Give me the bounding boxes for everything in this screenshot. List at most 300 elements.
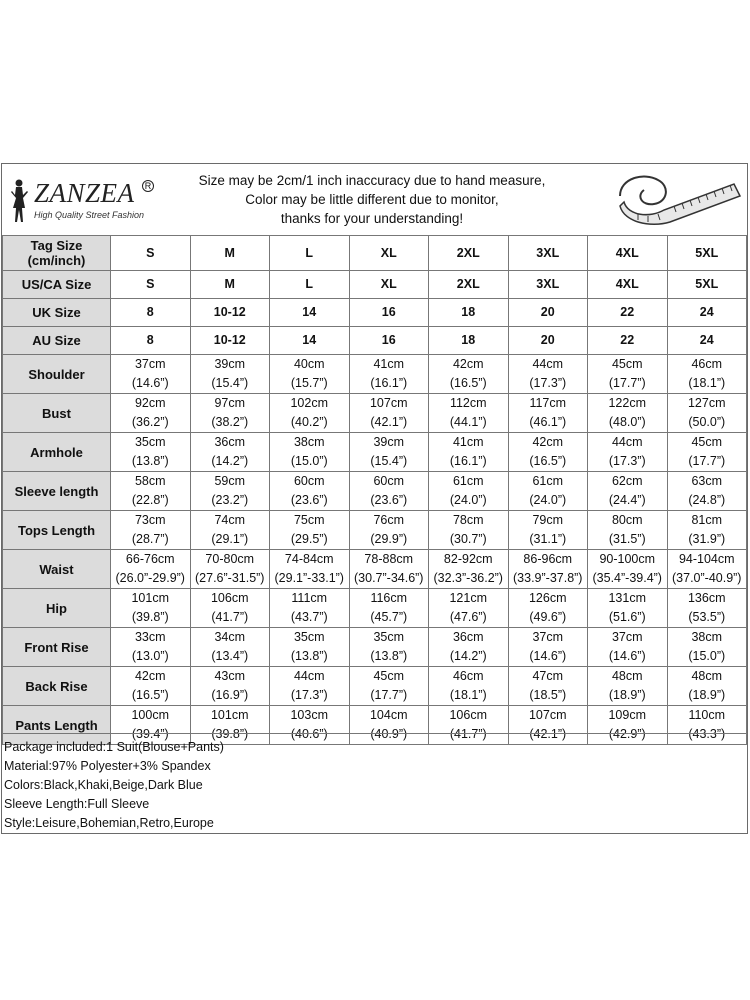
inch-value: (23.6”) [370,493,408,507]
inch-value: (41.7”) [449,727,487,741]
row-label: Bust [3,394,111,433]
size-cell: 8 [111,327,191,355]
size-cell: 4XL [588,236,668,271]
measure-row [3,394,747,433]
measure-cell [429,589,509,628]
cm-value: 45cm [611,357,643,371]
row-label: Back Rise [3,667,111,706]
measure-cell [111,472,191,511]
cm-value: 127cm [687,396,726,410]
cm-value: 33cm [134,630,166,644]
cm-value: 82-92cm [443,552,493,566]
row-label: Tops Length [3,511,111,550]
size-row [3,299,747,327]
measure-cell [508,550,588,589]
measure-cell [270,511,350,550]
cm-value: 112cm [449,396,487,410]
measure-cell [667,355,747,394]
measure-cell [190,589,270,628]
cm-value: 107cm [528,708,567,722]
inch-value: (23.2”) [211,493,249,507]
size-cell: 14 [270,299,350,327]
cm-value: 48cm [691,669,723,683]
cm-value: 58cm [134,474,166,488]
inch-value: (43.7”) [290,610,328,624]
measure-cell [588,394,668,433]
cm-value: 106cm [449,708,488,722]
cm-value: 101cm [210,708,249,722]
cm-value: 70-80cm [205,552,255,566]
inch-value: (13.8”) [131,454,169,468]
measure-cell [190,628,270,667]
size-cell: 18 [429,299,509,327]
inch-value: (15.0”) [688,649,726,663]
cm-value: 39cm [214,357,246,371]
size-cell: XL [349,271,429,299]
measure-cell [508,433,588,472]
measure-cell [588,433,668,472]
measuring-tape-icon [614,166,742,226]
inch-value: (18.1”) [449,688,487,702]
cm-value: 39cm [373,435,405,449]
cm-value: 75cm [293,513,325,527]
cm-value: 42cm [452,357,484,371]
inch-value: (13.0”) [131,649,169,663]
size-cell: 8 [111,299,191,327]
cm-value: 37cm [134,357,166,371]
cm-value: 38cm [691,630,723,644]
info-material: Material:97% Polyester+3% Spandex [4,759,211,773]
measure-cell [667,472,747,511]
cm-value: 44cm [293,669,325,683]
cm-value: 73cm [134,513,166,527]
inch-value: (30.7”) [449,532,487,546]
inch-value: (42.1”) [529,727,567,741]
measure-cell [190,433,270,472]
inch-value: (16.5”) [529,454,567,468]
inch-value: (15.4”) [370,454,408,468]
inch-value: (17.3”) [529,376,567,390]
row-label: Waist [3,550,111,589]
measure-cell [667,394,747,433]
cm-value: 35cm [293,630,325,644]
measure-cell [588,472,668,511]
measure-cell [429,667,509,706]
inch-value: (32.3”-36.2”) [433,571,503,585]
inch-value: (14.6”) [608,649,646,663]
cm-value: 34cm [214,630,246,644]
row-label: Front Rise [3,628,111,667]
measure-cell [190,511,270,550]
measure-cell [667,433,747,472]
size-cell: 2XL [429,236,509,271]
cm-value: 106cm [210,591,249,605]
measure-cell [667,550,747,589]
cm-value: 44cm [532,357,564,371]
measure-cell [429,394,509,433]
inch-value: (15.7”) [290,376,328,390]
inch-value: (31.9”) [688,532,726,546]
inch-value: (17.7”) [370,688,408,702]
cm-value: 41cm [452,435,484,449]
cm-value: 43cm [214,669,246,683]
measure-cell [190,472,270,511]
row-label: AU Size [3,327,111,355]
measure-cell [270,355,350,394]
measure-cell [349,589,429,628]
cm-value: 41cm [373,357,405,371]
measure-cell [349,433,429,472]
row-label: Sleeve length [3,472,111,511]
cm-value: 86-96cm [523,552,573,566]
chart-header [2,164,747,235]
cm-value: 110cm [688,708,726,722]
measure-cell [349,511,429,550]
inch-value: (16.5”) [131,688,169,702]
cm-value: 60cm [373,474,405,488]
size-table [2,235,747,745]
cm-value: 126cm [528,591,567,605]
cm-value: 117cm [529,396,567,410]
size-cell: 22 [588,299,668,327]
notice-line: thanks for your understanding! [280,211,464,226]
cm-value: 40cm [293,357,325,371]
cm-value: 94-104cm [678,552,735,566]
measure-cell [349,550,429,589]
inch-value: (38.2”) [211,415,249,429]
row-label: Hip [3,589,111,628]
cm-value: 79cm [532,513,564,527]
inch-value: (18.5”) [529,688,567,702]
size-cell: L [270,236,350,271]
measure-cell [270,394,350,433]
measure-row [3,628,747,667]
measure-row [3,589,747,628]
measure-cell [190,394,270,433]
cm-value: 62cm [611,474,643,488]
size-cell: 10-12 [190,299,270,327]
size-cell: 20 [508,327,588,355]
size-row [3,271,747,299]
inch-value: (50.0”) [688,415,726,429]
measure-cell [111,667,191,706]
inch-value: (28.7”) [131,532,169,546]
inch-value: (14.6”) [529,649,567,663]
measure-cell [667,667,747,706]
cm-value: 48cm [611,669,643,683]
info-colors: Colors:Black,Khaki,Beige,Dark Blue [4,778,203,792]
inch-value: (39.4”) [131,727,169,741]
inch-value: (36.2”) [131,415,169,429]
measure-cell [270,550,350,589]
inch-value: (24.0”) [449,493,487,507]
size-cell: S [111,271,191,299]
cm-value: 100cm [131,708,170,722]
inch-value: (13.4”) [211,649,249,663]
inch-value: (29.9”) [370,532,408,546]
size-cell: M [190,236,270,271]
inch-value: (16.1”) [370,376,408,390]
inch-value: (22.8”) [131,493,169,507]
cm-value: 36cm [452,630,484,644]
cm-value: 121cm [449,591,488,605]
inch-value: (29.1”-33.1”) [274,571,344,585]
inch-value: (18.9”) [688,688,726,702]
inch-value: (17.3”) [608,454,646,468]
size-chart-sheet [1,163,748,834]
size-cell: L [270,271,350,299]
inch-value: (40.9”) [370,727,408,741]
inch-value: (18.9”) [608,688,646,702]
measure-cell [588,628,668,667]
measure-cell [429,628,509,667]
inch-value: (13.8”) [290,649,328,663]
size-cell: 22 [588,327,668,355]
cm-value: 122cm [608,396,647,410]
row-label: Shoulder [3,355,111,394]
measure-cell [349,355,429,394]
size-cell: 4XL [588,271,668,299]
cm-value: 92cm [134,396,166,410]
cm-value: 90-100cm [599,552,656,566]
inch-value: (45.7”) [370,610,408,624]
measure-cell [190,667,270,706]
inch-value: (13.8”) [370,649,408,663]
brand-tagline: High Quality Street Fashion [34,210,145,220]
size-cell: 24 [667,299,747,327]
measure-cell [508,511,588,550]
cm-value: 42cm [134,669,166,683]
registered-mark: R [142,180,154,192]
inch-value: (15.4”) [211,376,249,390]
inch-value: (16.1”) [449,454,487,468]
inch-value: (29.1”) [211,532,249,546]
brand-logo [6,174,156,230]
inch-value: (24.4”) [608,493,646,507]
cm-value: 111cm [291,591,328,605]
measure-cell [508,667,588,706]
measure-cell [349,472,429,511]
measure-cell [111,433,191,472]
info-style: Style:Leisure,Bohemian,Retro,Europe [4,816,214,830]
cm-value: 97cm [214,396,246,410]
measure-row [3,472,747,511]
cm-value: 104cm [369,708,408,722]
inch-value: (39.8”) [211,727,249,741]
inch-value: (18.1”) [688,376,726,390]
measure-row [3,433,747,472]
inch-value: (24.0”) [529,493,567,507]
inch-value: (42.9”) [608,727,646,741]
cm-value: 35cm [373,630,405,644]
cm-value: 103cm [290,708,329,722]
cm-value: 61cm [452,474,484,488]
cm-value: 107cm [369,396,408,410]
size-cell: S [111,236,191,271]
size-cell: M [190,271,270,299]
size-cell: 16 [349,327,429,355]
measure-cell [429,511,509,550]
inch-value: (17.3”) [290,688,328,702]
measure-cell [111,550,191,589]
measure-row [3,667,747,706]
notice-line: Color may be little different due to monitor, [245,192,499,207]
inch-value: (17.7”) [608,376,646,390]
cm-value: 76cm [373,513,405,527]
inch-value: (16.5”) [449,376,487,390]
size-cell: 5XL [667,271,747,299]
inch-value: (39.8”) [131,610,169,624]
cm-value: 116cm [370,591,408,605]
cm-value: 74-84cm [284,552,334,566]
measure-cell [270,667,350,706]
cm-value: 74cm [214,513,246,527]
cm-value: 36cm [214,435,246,449]
cm-value: 37cm [611,630,643,644]
measure-cell [270,589,350,628]
cm-value: 101cm [131,591,170,605]
measure-cell [111,628,191,667]
cm-value: 37cm [532,630,564,644]
size-cell: 2XL [429,271,509,299]
inch-value: (27.6”-31.5”) [195,571,265,585]
size-cell: 5XL [667,236,747,271]
size-cell: 24 [667,327,747,355]
measure-row [3,550,747,589]
cm-value: 66-76cm [125,552,175,566]
inch-value: (31.1”) [529,532,567,546]
inch-value: (41.7”) [211,610,249,624]
cm-value: 136cm [687,591,726,605]
inch-value: (42.1”) [370,415,408,429]
size-cell: 10-12 [190,327,270,355]
measure-cell [667,511,747,550]
measure-cell [111,589,191,628]
cm-value: 60cm [293,474,325,488]
measure-cell [349,394,429,433]
measure-cell [429,433,509,472]
size-row [3,236,747,271]
measure-cell [588,355,668,394]
row-label: Armhole [3,433,111,472]
info-package: Package included:1 Suit(Blouse+Pants) [4,740,224,754]
cm-value: 35cm [134,435,166,449]
measure-cell [508,394,588,433]
measure-cell [111,355,191,394]
measure-cell [270,628,350,667]
inch-value: (35.4”-39.4”) [592,571,662,585]
measure-cell [667,589,747,628]
notice-line: Size may be 2cm/1 inch inaccuracy due to hand measure, [198,173,546,188]
inch-value: (51.6”) [608,610,646,624]
measure-cell [429,472,509,511]
cm-value: 109cm [608,708,647,722]
size-cell: 14 [270,327,350,355]
inch-value: (26.0”-29.9”) [115,571,185,585]
size-cell: 16 [349,299,429,327]
measure-cell [111,394,191,433]
inch-value: (23.6”) [290,493,328,507]
info-sleeve-length: Sleeve Length:Full Sleeve [4,797,150,811]
cm-value: 46cm [452,669,484,683]
cm-value: 45cm [373,669,405,683]
measure-cell [508,589,588,628]
cm-value: 45cm [691,435,723,449]
measure-cell [190,355,270,394]
measure-cell [429,355,509,394]
inch-value: (48.0”) [608,415,646,429]
row-label: UK Size [3,299,111,327]
cm-value: 63cm [691,474,723,488]
measure-cell [588,511,668,550]
row-label: Tag Size (cm/inch) [3,236,111,271]
cm-value: 81cm [691,513,723,527]
cm-value: 78cm [452,513,484,527]
inch-value: (37.0”-40.9”) [672,571,742,585]
measure-cell [508,472,588,511]
inch-value: (30.7”-34.6”) [354,571,424,585]
inch-value: (29.5”) [290,532,328,546]
inch-value: (44.1”) [449,415,487,429]
measure-row [3,355,747,394]
inch-value: (16.9”) [211,688,249,702]
inch-value: (46.1”) [529,415,567,429]
measure-cell [667,628,747,667]
inch-value: (14.2”) [449,649,487,663]
woman-silhouette-icon [6,178,30,224]
inch-value: (40.6”) [290,727,328,741]
inch-value: (24.8”) [688,493,726,507]
inch-value: (47.6”) [449,610,487,624]
cm-value: 42cm [532,435,564,449]
measure-cell [111,511,191,550]
measurement-notice [192,171,552,228]
measure-row [3,511,747,550]
cm-value: 46cm [691,357,723,371]
inch-value: (14.2”) [211,454,249,468]
size-cell: 20 [508,299,588,327]
inch-value: (14.6”) [131,376,169,390]
size-cell: XL [349,236,429,271]
inch-value: (17.7”) [688,454,726,468]
measure-cell [429,550,509,589]
measure-cell [270,472,350,511]
measure-cell [190,550,270,589]
row-label: Pants Length [3,706,111,745]
size-cell: 3XL [508,271,588,299]
inch-value: (43.3”) [688,727,726,741]
measure-cell [270,433,350,472]
inch-value: (40.2”) [290,415,328,429]
measure-cell [349,628,429,667]
cm-value: 47cm [532,669,564,683]
size-cell: 18 [429,327,509,355]
inch-value: (49.6”) [529,610,567,624]
measure-cell [588,667,668,706]
row-label: US/CA Size [3,271,111,299]
cm-value: 44cm [611,435,643,449]
cm-value: 102cm [290,396,329,410]
measure-cell [588,589,668,628]
size-cell: 3XL [508,236,588,271]
measure-cell [349,667,429,706]
inch-value: (33.9”-37.8”) [513,571,583,585]
cm-value: 131cm [608,591,647,605]
cm-value: 59cm [214,474,246,488]
size-row [3,327,747,355]
measure-cell [588,550,668,589]
product-info [2,733,747,834]
